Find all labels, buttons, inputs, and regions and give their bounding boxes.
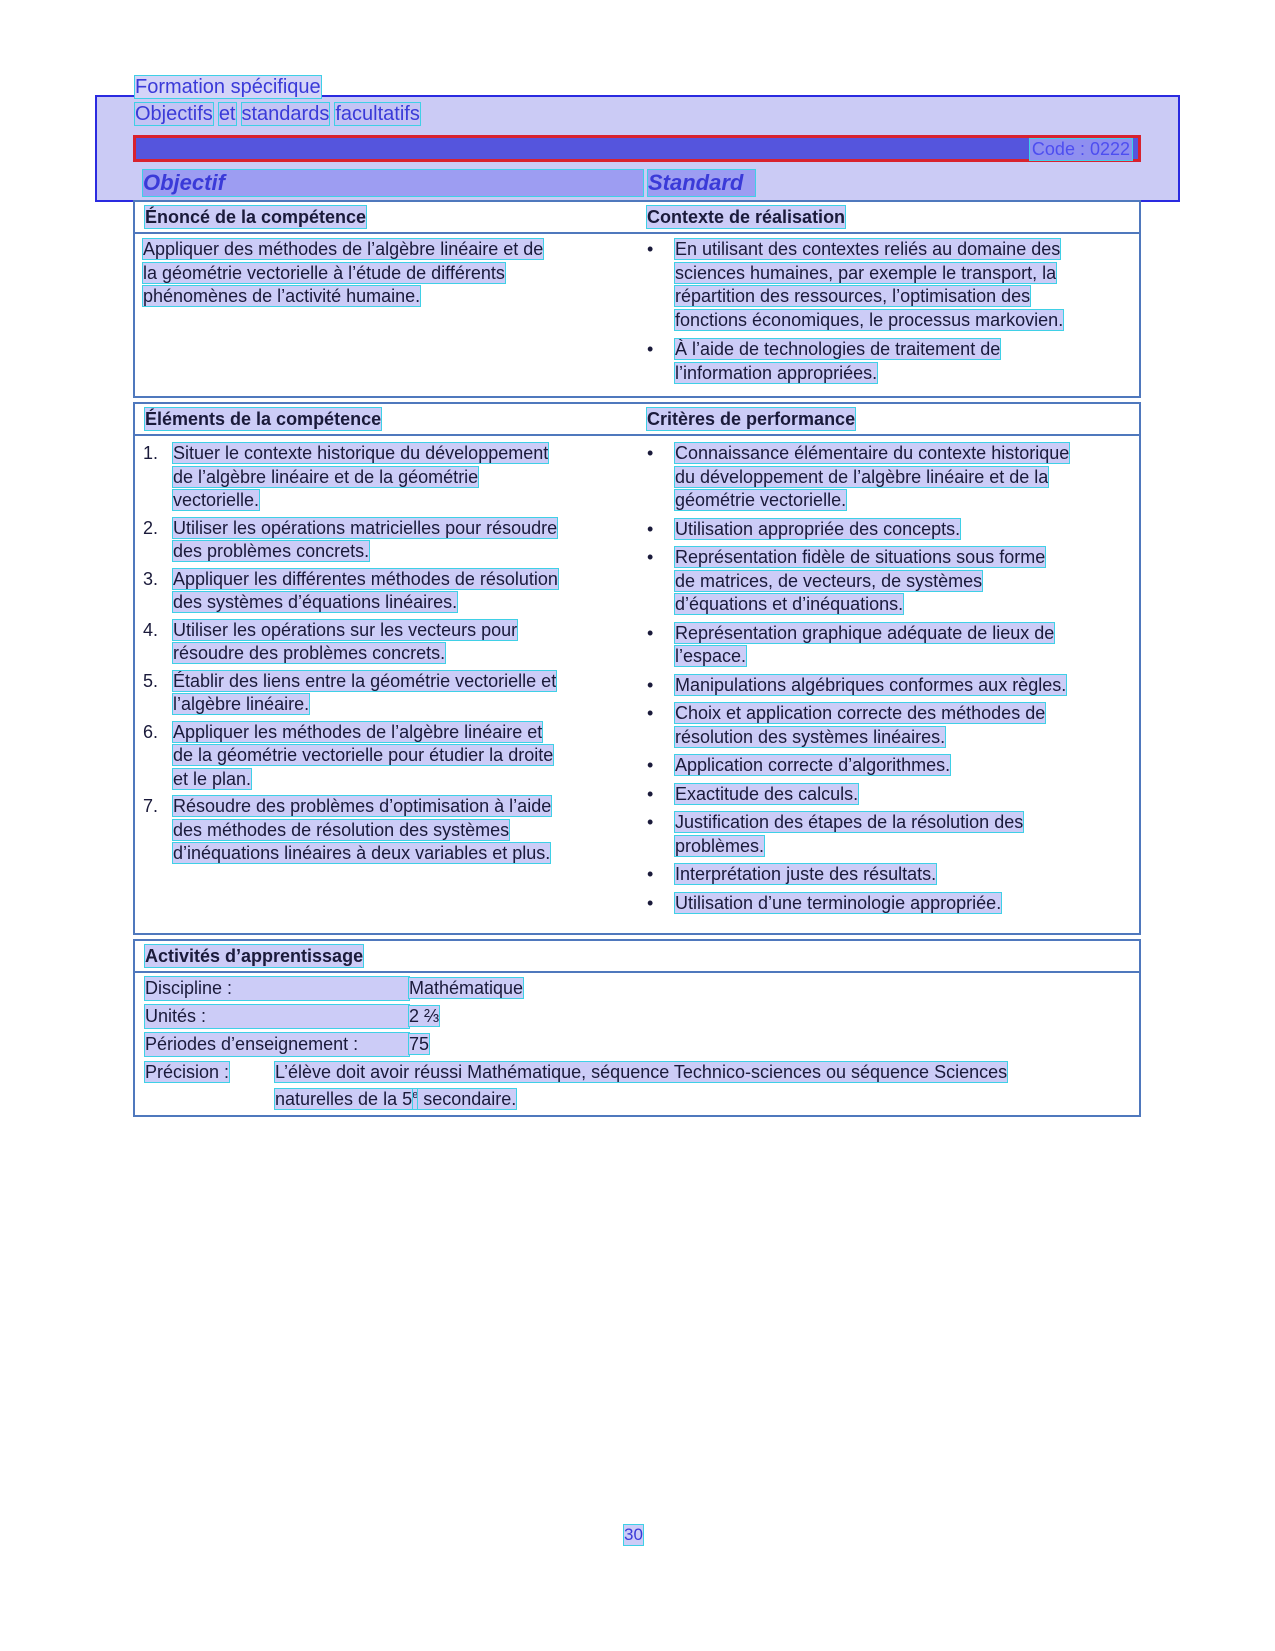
- competence-statement: [143, 238, 623, 309]
- discipline-label: Discipline :: [145, 977, 409, 1000]
- criterion-item: • Représentation fidèle de situations sous forme de matrices, de vecteurs, de systèmes d’équations et d’inéquations.: [647, 546, 1127, 617]
- precision-text: L’élève doit avoir réussi Mathématique, séquence Technico-sciences ou séquence Sciences: [275, 1062, 1008, 1082]
- context-title: Contexte de réalisation: [647, 207, 846, 227]
- criterion-item: • Représentation graphique adéquate de lieux de l’espace.: [647, 622, 1127, 669]
- course-code: Code : 0222: [1031, 139, 1130, 159]
- criterion-item: • Justification des étapes de la résolution des problèmes.: [647, 811, 1127, 858]
- competence-head: [135, 202, 1139, 234]
- units-value: 2 ⅔: [409, 1006, 440, 1026]
- criteria-list: [647, 442, 1127, 915]
- criterion-item: • Exactitude des calculs.: [647, 783, 1127, 807]
- element-item: 6. Appliquer les méthodes de l’algèbre linéaire et de la géométrie vectorielle pour étudier la droite et le plan.: [143, 721, 554, 789]
- element-item: 4. Utiliser les opérations sur les vecteurs pour résoudre des problèmes concrets.: [143, 619, 518, 663]
- elements-title: Éléments de la compétence: [145, 409, 382, 429]
- criterion-item: • Application correcte d’algorithmes.: [647, 754, 1127, 778]
- objective-column-header: Objectif: [143, 170, 643, 196]
- criterion-item: • Connaissance élémentaire du contexte historique du développement de l’algèbre linéaire et de la géométrie vectorielle.: [647, 442, 1127, 513]
- subtitle-word: Objectifs: [135, 103, 213, 125]
- criterion-item: • Interprétation juste des résultats.: [647, 863, 1127, 887]
- elements-list: [143, 442, 623, 866]
- criterion-item: • Utilisation appropriée des concepts.: [647, 518, 1127, 542]
- discipline-value: Mathématique: [409, 978, 524, 998]
- discipline-row: [145, 977, 523, 1000]
- statement-line: Appliquer des méthodes de l’algèbre linéaire et de: [143, 239, 544, 259]
- subtitle-word: et: [218, 103, 236, 125]
- precision-label: Précision :: [145, 1062, 230, 1082]
- activities-title: Activités d’apprentissage: [145, 946, 364, 966]
- periods-row: [145, 1033, 429, 1056]
- competence-box: [133, 200, 1141, 398]
- code-bar: [133, 135, 1141, 162]
- section-kicker: Formation spécifique: [135, 76, 321, 98]
- units-row: [145, 1005, 439, 1028]
- units-label: Unités :: [145, 1005, 409, 1028]
- context-list: [647, 238, 1127, 385]
- page-number: 30: [624, 1525, 643, 1544]
- elements-box: [133, 402, 1141, 935]
- criteria-title: Critères de performance: [647, 409, 856, 429]
- periods-label: Périodes d’enseignement :: [145, 1033, 409, 1056]
- criterion-item: • Utilisation d’une terminologie appropriée.: [647, 892, 1127, 916]
- element-item: 3. Appliquer les différentes méthodes de résolution des systèmes d’équations linéaires.: [143, 568, 558, 612]
- context-item: • À l’aide de technologies de traitement de l’information appropriées.: [647, 338, 1127, 385]
- element-item: 5. Établir des liens entre la géométrie vectorielle et l’algèbre linéaire.: [143, 670, 557, 714]
- criterion-item: • Choix et application correcte des méthodes de résolution des systèmes linéaires.: [647, 702, 1127, 749]
- precision-label-row: [145, 1061, 229, 1084]
- activities-box: [133, 939, 1141, 1117]
- elements-head: [135, 404, 1139, 436]
- activities-head: [135, 941, 1139, 973]
- criterion-item: • Manipulations algébriques conformes aux règles.: [647, 674, 1127, 698]
- subtitle-word: facultatifs: [335, 103, 420, 125]
- precision-text-2: naturelles de la 5e secondaire.: [275, 1089, 517, 1109]
- element-item: 7. Résoudre des problèmes d’optimisation à l’aide des méthodes de résolution des systèmes d’inéquations linéaires à deux variables et plus.: [143, 796, 552, 863]
- subtitle-word: standards: [241, 103, 330, 125]
- section-subtitle: [135, 103, 426, 125]
- element-item: 2. Utiliser les opérations matricielles pour résoudre des problèmes concrets.: [143, 517, 558, 561]
- standard-column-header: Standard: [648, 170, 755, 196]
- context-item: • En utilisant des contextes reliés au domaine des sciences humaines, par exemple le transport, la répartition des ressources, l’optimisation des fonctions économiques, le processus markovien.: [647, 238, 1127, 332]
- periods-value: 75: [409, 1034, 430, 1054]
- competence-title: Énoncé de la compétence: [145, 207, 367, 227]
- element-item: 1. Situer le contexte historique du développement de l’algèbre linéaire et de la géométrie vectorielle.: [143, 443, 549, 510]
- statement-line: la géométrie vectorielle à l’étude de différents: [143, 262, 505, 283]
- statement-line: phénomènes de l’activité humaine.: [143, 286, 421, 306]
